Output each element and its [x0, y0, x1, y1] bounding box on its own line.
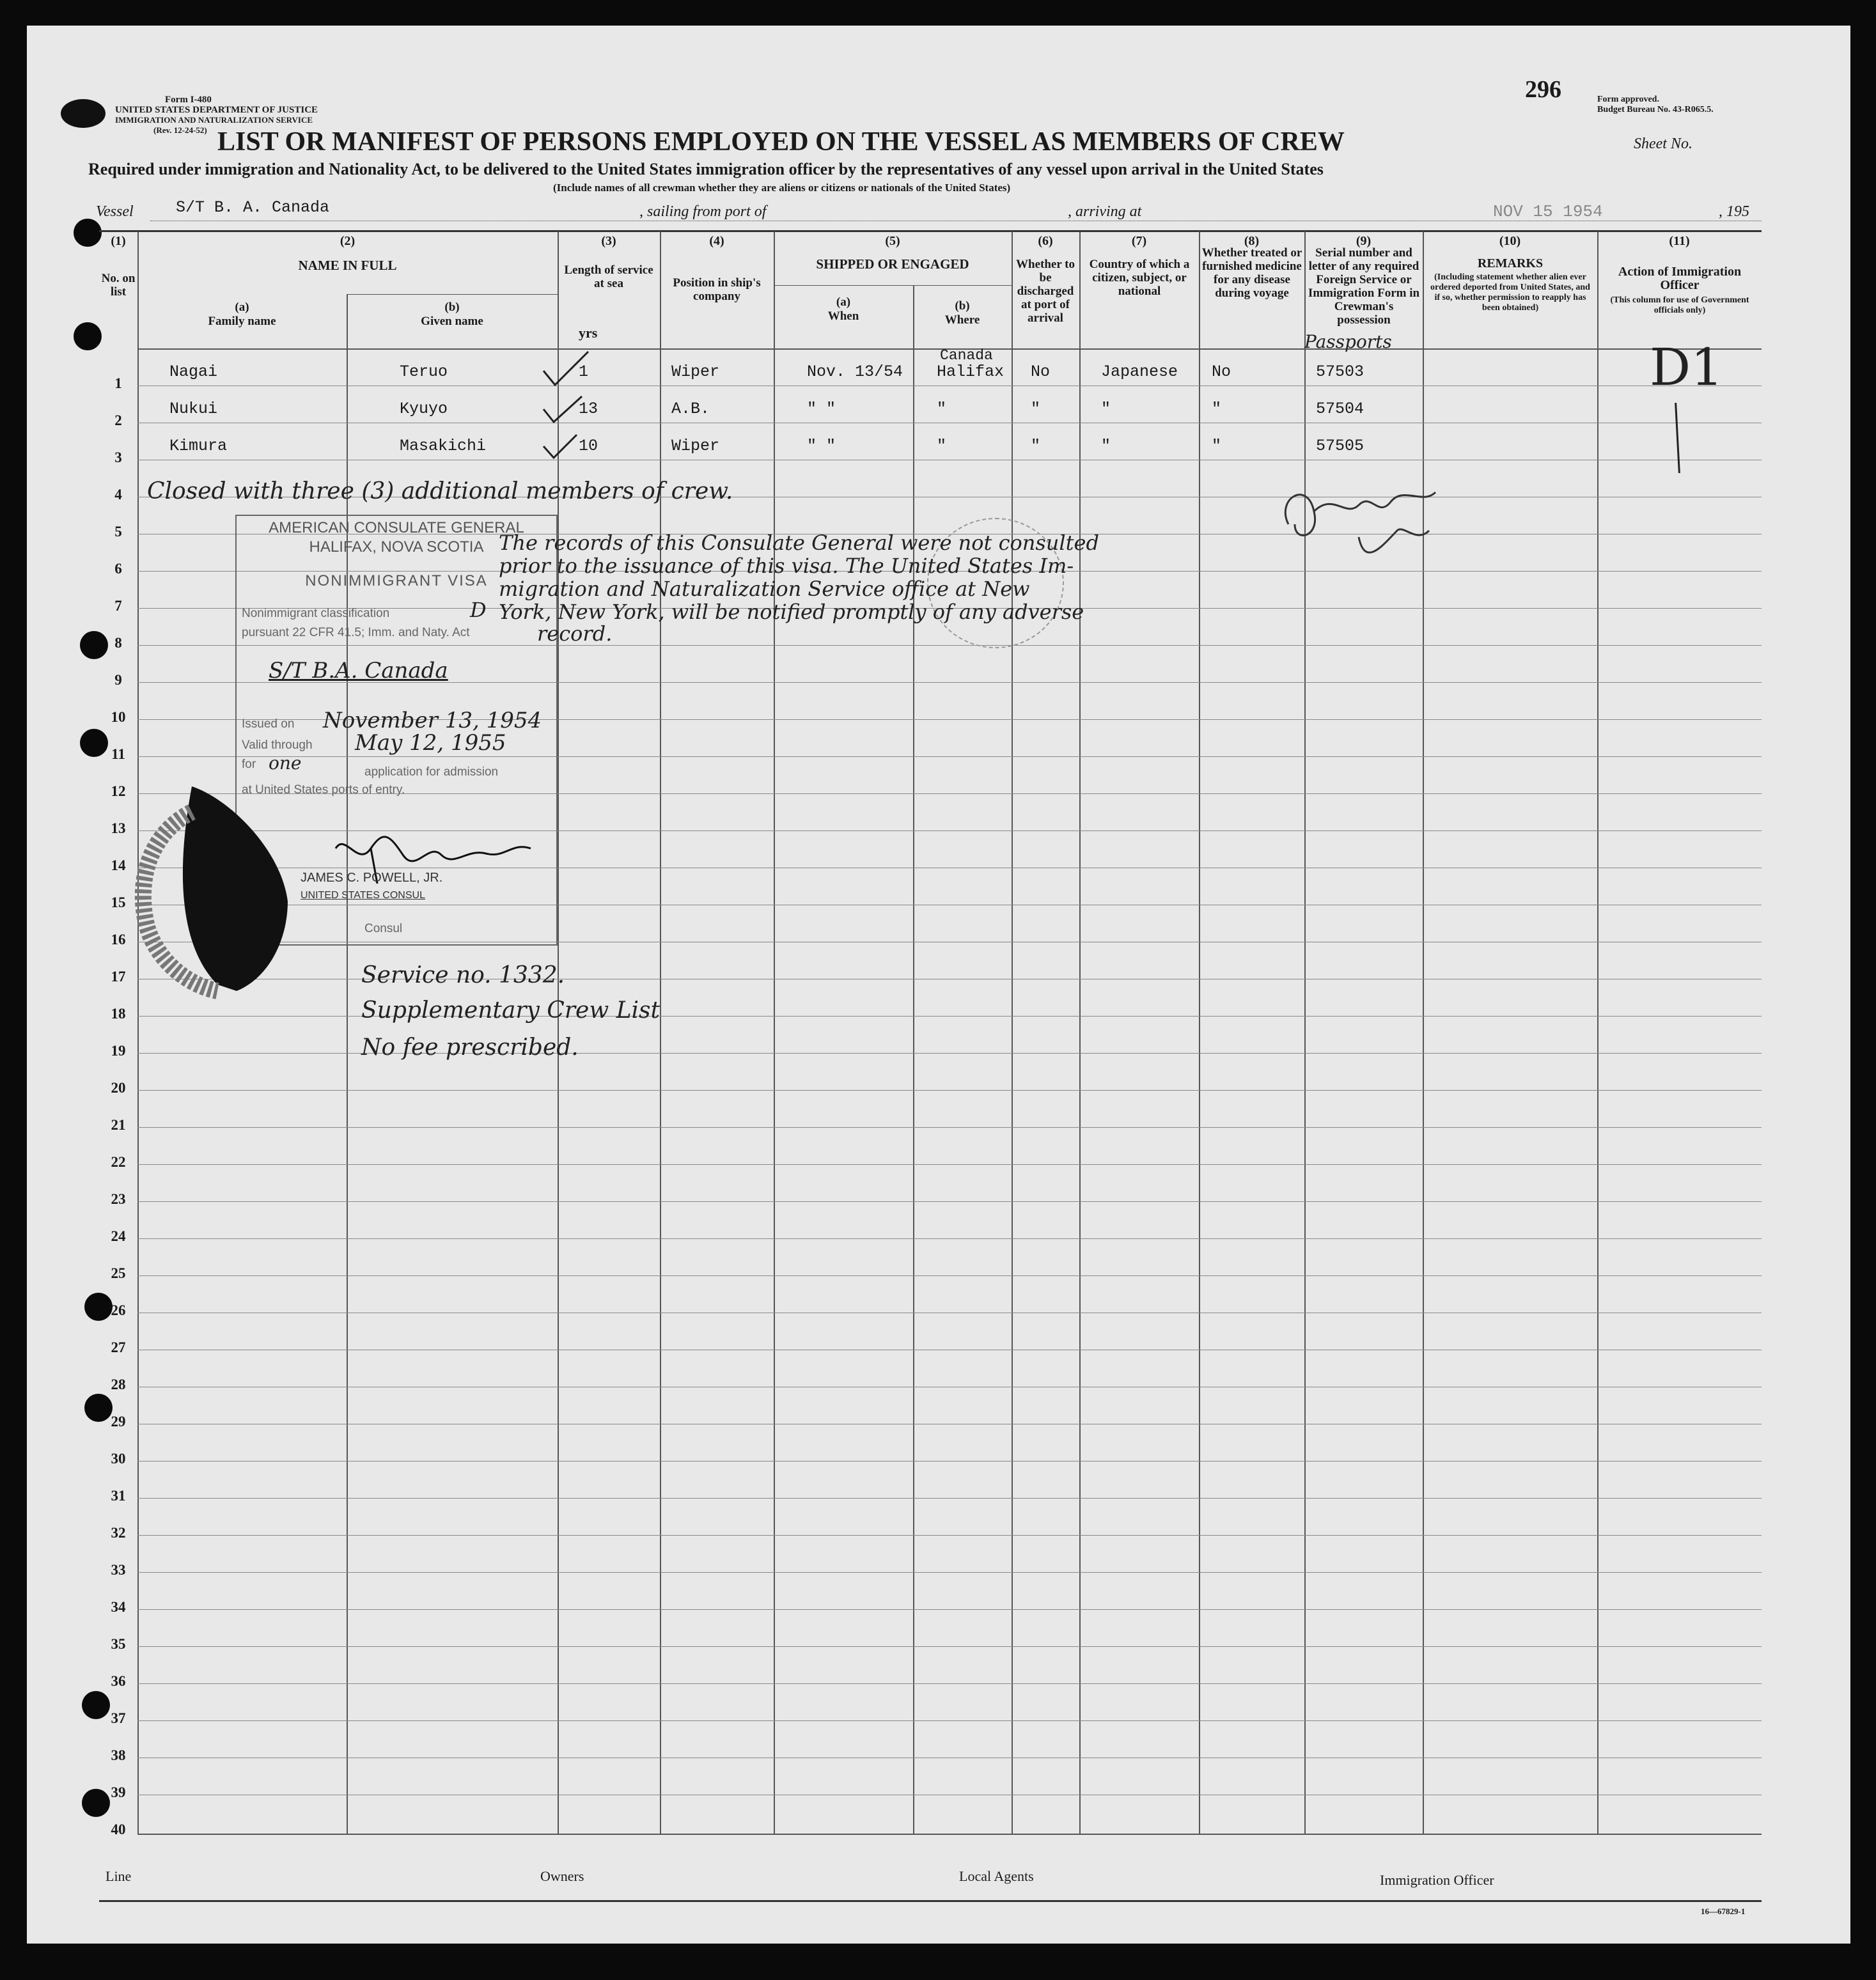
crew-discharged: ": [1031, 437, 1041, 455]
line-number: 19: [111, 1043, 126, 1059]
col-number: (3): [601, 234, 616, 248]
row-rule: [137, 1720, 1762, 1721]
col-officer-note: (This column for use of Government officials only): [1610, 295, 1749, 315]
crew-family-name: Nukui: [169, 400, 218, 418]
col-number: (8): [1244, 234, 1260, 248]
footer-agents: Local Agents: [959, 1868, 1034, 1884]
crew-country: Japanese: [1101, 362, 1178, 381]
line-number: 16: [111, 932, 126, 947]
vessel-label: Vessel: [96, 203, 134, 220]
line-number: 25: [111, 1265, 126, 1281]
col-header-treated: Whether treated or furnished medicine for any disease during voyage: [1201, 246, 1302, 300]
yrs-note: yrs: [579, 325, 598, 341]
row-rule: [137, 1683, 1762, 1684]
date-stamp: NOV 15 1954: [1493, 202, 1603, 221]
crew-position: Wiper: [671, 437, 720, 455]
col-number: (6): [1038, 234, 1053, 248]
col-number: (4): [709, 234, 724, 248]
line-number: 28: [111, 1376, 126, 1392]
col-number: (7): [1131, 234, 1147, 248]
line-number: 33: [111, 1562, 126, 1578]
crew-shipped-when: Nov. 13/54: [807, 362, 903, 381]
officer-mark: D1: [1650, 338, 1724, 397]
row-rule: [137, 1535, 1762, 1536]
crew-family-name: Kimura: [169, 437, 228, 455]
crew-position: Wiper: [671, 362, 720, 381]
crew-treated: ": [1212, 400, 1222, 418]
footer-officer: Immigration Officer: [1380, 1872, 1494, 1888]
form-approved: Form approved.: [1597, 95, 1659, 104]
officer-initials: [1269, 467, 1461, 575]
stamp-valid-label: Valid through: [242, 738, 313, 752]
col-border: [660, 231, 661, 1835]
sheet-label: Sheet No.: [1634, 136, 1692, 152]
col-header-service: Length of service at sea: [564, 263, 653, 290]
col-header-officer: Action of Immigration Officer: [1618, 265, 1742, 292]
canada-note: Canada: [940, 347, 993, 364]
col-number: (11): [1669, 234, 1690, 248]
stamp-consulate: AMERICAN CONSULATE GENERAL: [269, 519, 524, 536]
col-border: [774, 231, 775, 1835]
stamp-class-label: Nonimmigrant classification: [242, 607, 390, 620]
stamp-for-label: for: [242, 758, 256, 771]
crew-shipped-when: " ": [807, 437, 836, 455]
line-number: 30: [111, 1451, 126, 1467]
footer-owners: Owners: [540, 1868, 584, 1884]
crew-country: ": [1101, 437, 1111, 455]
col-number: (1): [111, 234, 126, 248]
row-rule: [137, 1164, 1762, 1165]
crew-shipped-where: ": [937, 400, 947, 418]
table-top-rule: [99, 230, 1762, 232]
passports-note: Passports: [1304, 331, 1392, 352]
col-header-family: Family name: [208, 315, 276, 328]
line-number: 10: [111, 709, 126, 725]
line-number: 21: [111, 1117, 126, 1133]
table-bottom-rule: [99, 1900, 1762, 1902]
crew-shipped-where: ": [937, 437, 947, 455]
page-number: 296: [1525, 76, 1561, 103]
consulate-note: record.: [537, 621, 613, 646]
stamp-for-value: one: [269, 752, 302, 774]
crew-discharged: ": [1031, 400, 1041, 418]
stamp-pursuant: pursuant 22 CFR 41.5; Imm. and Naty. Act: [242, 626, 470, 639]
col-border: [1199, 231, 1200, 1835]
stamp-city: HALIFAX, NOVA SCOTIA: [309, 538, 484, 556]
line-number: 4: [114, 487, 122, 503]
consulate-note: York, New York, will be notified promptly of any adverse: [499, 600, 1084, 624]
col-border: [137, 231, 139, 1835]
arriving-label: , arriving at: [1068, 203, 1142, 220]
crew-given-name: Teruo: [400, 362, 448, 381]
closed-note: Closed with three (3) additional members of crew.: [147, 478, 733, 504]
col-number: (10): [1499, 234, 1521, 248]
col-number: (2): [340, 234, 356, 248]
crew-given-name: Kyuyo: [400, 400, 448, 418]
crew-discharged: No: [1031, 362, 1051, 381]
col-border: [1079, 231, 1081, 1835]
stamp-issued-value: November 13, 1954: [323, 708, 542, 733]
no-fee-note: No fee prescribed.: [361, 1034, 579, 1061]
line-number: 26: [111, 1302, 126, 1318]
embossed-seal: [77, 774, 326, 1004]
col-border: [1597, 231, 1599, 1835]
row-rule: [137, 1275, 1762, 1276]
crew-treated: No: [1212, 362, 1231, 381]
row-rule: [137, 1090, 1762, 1091]
line-number: 11: [111, 746, 125, 762]
form-subtitle: Required under immigration and Nationality Act, to be delivered to the United States immigration officer by the representatives of any vessel upon arrival in the United States: [88, 160, 1324, 178]
shipped-subheader-rule: [774, 285, 1012, 286]
line-number: 1: [114, 375, 122, 391]
col-number: (5): [885, 234, 900, 248]
stamp-consul-name: JAMES C. POWELL, JR.: [301, 871, 443, 885]
name-subheader-rule: [347, 294, 558, 295]
col-border: [913, 285, 914, 1835]
consulate-note: prior to the issuance of this visa. The United States Im-: [499, 554, 1074, 578]
row-rule: [137, 1127, 1762, 1128]
stamp-valid-value: May 12, 1955: [355, 730, 506, 756]
col-border: [1012, 231, 1013, 1835]
line-number: 36: [111, 1673, 126, 1689]
agency-line-2: IMMIGRATION AND NATURALIZATION SERVICE: [115, 115, 313, 125]
row-rule: [137, 1461, 1762, 1462]
line-number: 40: [111, 1821, 126, 1837]
crew-shipped-where: Halifax: [937, 362, 1004, 381]
col-sub-family-num: (a): [235, 300, 249, 314]
crew-serial-number: 57504: [1316, 400, 1364, 418]
line-number: 13: [111, 820, 126, 836]
line-number: 6: [114, 561, 122, 577]
service-number-note: Service no. 1332.: [361, 962, 565, 988]
row-rule: [137, 1201, 1762, 1202]
form-id: Form I-480: [165, 95, 212, 105]
consulate-note: The records of this Consulate General were not consulted: [499, 531, 1099, 555]
check-marks: [537, 345, 627, 460]
col-sub-where-num: (b): [955, 299, 970, 313]
table-last-row-rule: [137, 1834, 1762, 1835]
stamp-application: application for admission: [364, 765, 499, 779]
stamp-consul-title: UNITED STATES CONSUL: [301, 890, 425, 901]
crew-treated: ": [1212, 437, 1222, 455]
col-header-where: Where: [944, 313, 980, 327]
line-number: 24: [111, 1228, 126, 1244]
col-border: [558, 231, 559, 1835]
col-header-name: NAME IN FULL: [298, 258, 397, 273]
row-rule: [137, 1498, 1762, 1499]
punch-hole: [74, 322, 102, 350]
col-sub-when-num: (a): [836, 295, 851, 309]
col-header-country: Country of which a citizen, subject, or national: [1089, 258, 1190, 298]
line-number: 35: [111, 1636, 126, 1652]
col-header-when: When: [827, 309, 859, 323]
line-number: 9: [114, 672, 122, 688]
footer-line: Line: [106, 1868, 132, 1884]
crew-country: ": [1101, 400, 1111, 418]
crew-service-years: 1: [579, 362, 589, 381]
line-number: 14: [111, 857, 126, 873]
line-number: 27: [111, 1339, 126, 1355]
line-number: 34: [111, 1599, 126, 1615]
line-number: 22: [111, 1154, 126, 1170]
line-number: 23: [111, 1191, 126, 1207]
agency-line-1: UNITED STATES DEPARTMENT OF JUSTICE: [115, 105, 318, 115]
line-number: 32: [111, 1525, 126, 1541]
crew-serial-number: 57505: [1316, 437, 1364, 455]
stamp-visa-type: NONIMMIGRANT VISA: [305, 572, 488, 589]
form-note: (Include names of all crewman whether they are aliens or citizens or nationals of the United States): [553, 182, 1011, 194]
row-rule: [137, 1609, 1762, 1610]
crew-serial-number: 57503: [1316, 362, 1364, 381]
stamp-ports: at United States ports of entry.: [242, 783, 405, 797]
form-title: LIST OR MANIFEST OF PERSONS EMPLOYED ON THE VESSEL AS MEMBERS OF CREW: [217, 127, 1345, 157]
crew-position: A.B.: [671, 400, 710, 418]
col-header-shipped: SHIPPED OR ENGAGED: [816, 256, 969, 272]
footer-code: 16—67829-1: [1701, 1906, 1746, 1916]
row-rule: [137, 1238, 1762, 1239]
col-header-serial: Serial number and letter of any required Foreign Service or Immigration Form in Crewman's possession: [1308, 246, 1420, 327]
vessel-name: S/T B. A. Canada: [176, 198, 330, 217]
col-header-given: Given name: [421, 315, 483, 328]
line-number: 18: [111, 1006, 126, 1022]
line-number: 3: [114, 449, 122, 465]
line-number: 31: [111, 1488, 126, 1504]
col-sub-given-num: (b): [444, 300, 460, 314]
line-number: 8: [114, 635, 122, 651]
line-number: 38: [111, 1747, 126, 1763]
row-rule: [137, 1572, 1762, 1573]
line-number: 7: [114, 598, 122, 614]
line-number: 15: [111, 894, 126, 910]
year-suffix: , 195: [1719, 203, 1749, 220]
col-header-discharged: Whether to be discharged at port of arrival: [1016, 258, 1075, 325]
col-remarks-note: (Including statement whether alien ever ordered deported from United States, and if so, whether permission to reapply has been obtained): [1430, 272, 1590, 313]
crew-service-years: 10: [579, 437, 598, 455]
revision: (Rev. 12-24-52): [153, 125, 207, 135]
crew-family-name: Nagai: [169, 362, 218, 381]
ink-blot: [61, 99, 106, 128]
crew-given-name: Masakichi: [400, 437, 487, 455]
col-header-position: Position in ship's company: [673, 276, 761, 303]
col-header-no: No. on list: [101, 272, 136, 299]
line-number: 20: [111, 1080, 126, 1096]
stamp-vessel: S/T B.A. Canada: [269, 658, 448, 683]
line-number: 17: [111, 969, 126, 985]
budget-bureau: Budget Bureau No. 43-R065.5.: [1597, 105, 1714, 114]
consulate-note: migration and Naturalization Service office at New: [499, 577, 1030, 601]
crew-shipped-when: " ": [807, 400, 836, 418]
stamp-class-value: D: [470, 598, 487, 622]
line-number: 5: [114, 524, 122, 540]
sailing-label: , sailing from port of: [639, 203, 767, 220]
supplementary-note: Supplementary Crew List: [361, 997, 660, 1024]
line-number: 29: [111, 1414, 126, 1430]
line-number: 12: [111, 783, 126, 799]
stamp-consul-label: Consul: [364, 922, 403, 935]
punch-hole: [74, 219, 102, 247]
line-number: 39: [111, 1784, 126, 1800]
line-number: 2: [114, 412, 122, 428]
stamp-issued-label: Issued on: [242, 717, 295, 731]
line-number: 37: [111, 1710, 126, 1726]
crew-service-years: 13: [579, 400, 598, 418]
row-rule: [137, 1646, 1762, 1647]
col-header-remarks: REMARKS: [1477, 256, 1544, 270]
col-number: (9): [1356, 234, 1372, 248]
